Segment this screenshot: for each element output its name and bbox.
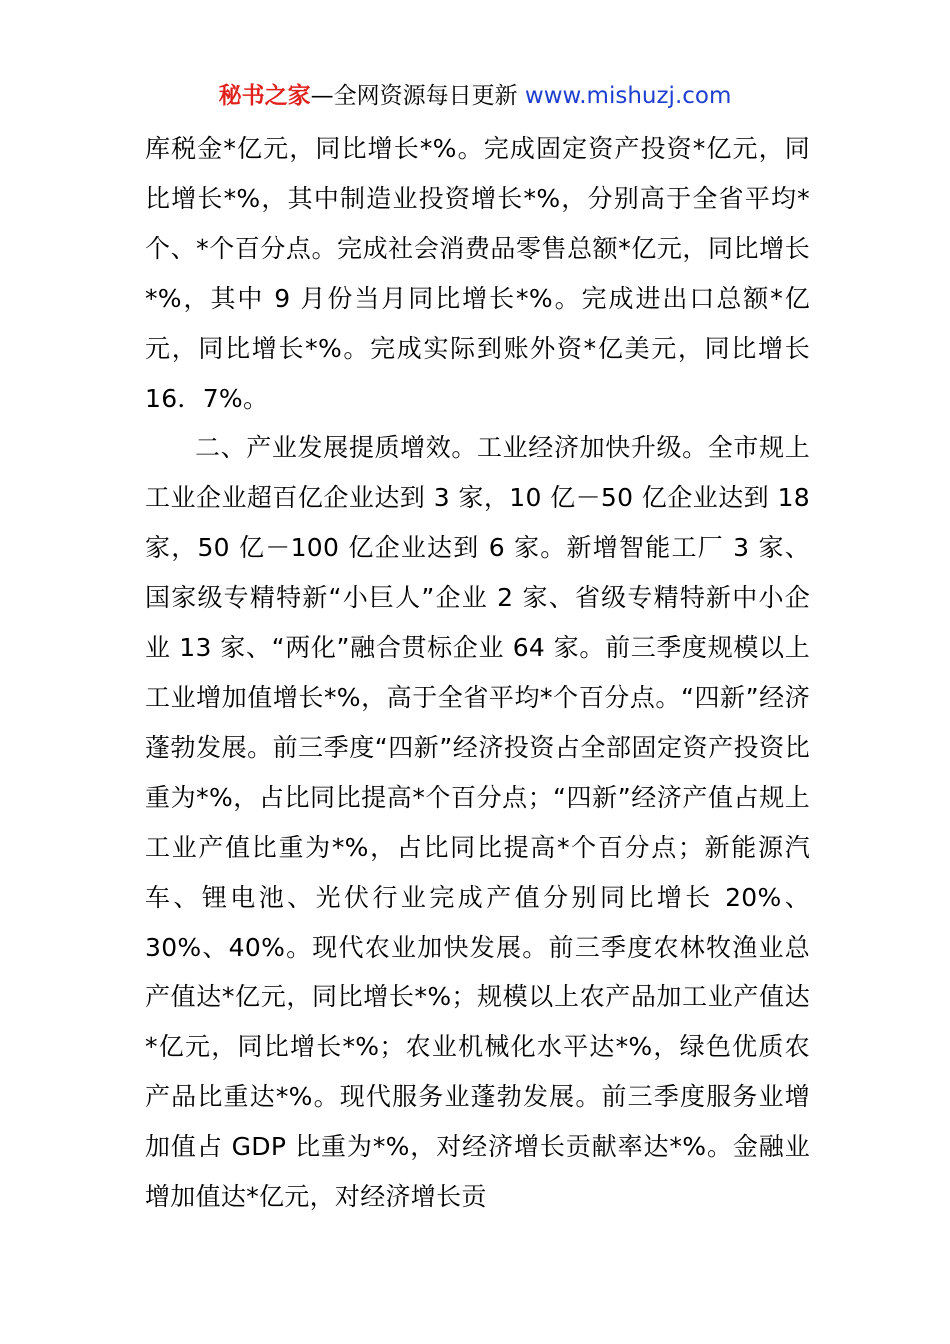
document-body (145, 124, 810, 1222)
site-brand: 秘书之家 (218, 83, 311, 109)
paragraph-industry-development: 二、产业发展提质增效。工业经济加快升级。全市规上工业企业超百亿企业达到 3 家，10 亿－50 亿企业达到 18 家，50 亿－100 亿企业达到 6 家。新增智能工厂 3 家、国家级专精特新“小巨人”企业 2 家、省级专精特新中小企业 13 家、“两化”融合贯标企业 64 家。前三季度规模以上工业增加值增长*%，高于全省平均*个百分点。“四新”经济蓬勃发展。前三季度“四新”经济投资占全部固定资产投资比重为*%，占比同比提高*个百分点；“四新”经济产值占规上工业产值比重为*%，占比同比提高*个百分点；新能源汽车、锂电池、光伏行业完成产值分别同比增长 20%、30%、40%。现代农业加快发展。前三季度农林牧渔业总产值达*亿元，同比增长*%；规模以上农产品加工业产值达*亿元，同比增长*%；农业机械化水平达*%，绿色优质农产品比重达*%。现代服务业蓬勃发展。前三季度服务业增加值占 GDP 比重为*%，对经济增长贡献率达*%。金融业增加值达*亿元，对经济增长贡 (145, 433, 810, 1212)
site-tagline: —全网资源每日更新 (310, 83, 525, 109)
site-url-link[interactable]: www.mishuzj.com (524, 83, 732, 109)
site-header (0, 80, 950, 112)
paragraph-continued: 库税金*亿元，同比增长*%。完成固定资产投资*亿元，同比增长*%，其中制造业投资增长*%，分别高于全省平均*个、*个百分点。完成社会消费品零售总额*亿元，同比增长*%，其中 9 月份当月同比增长*%。完成进出口总额*亿元，同比增长*%。完成实际到账外资*亿美元，同比增长 16．7%。 (145, 134, 810, 413)
